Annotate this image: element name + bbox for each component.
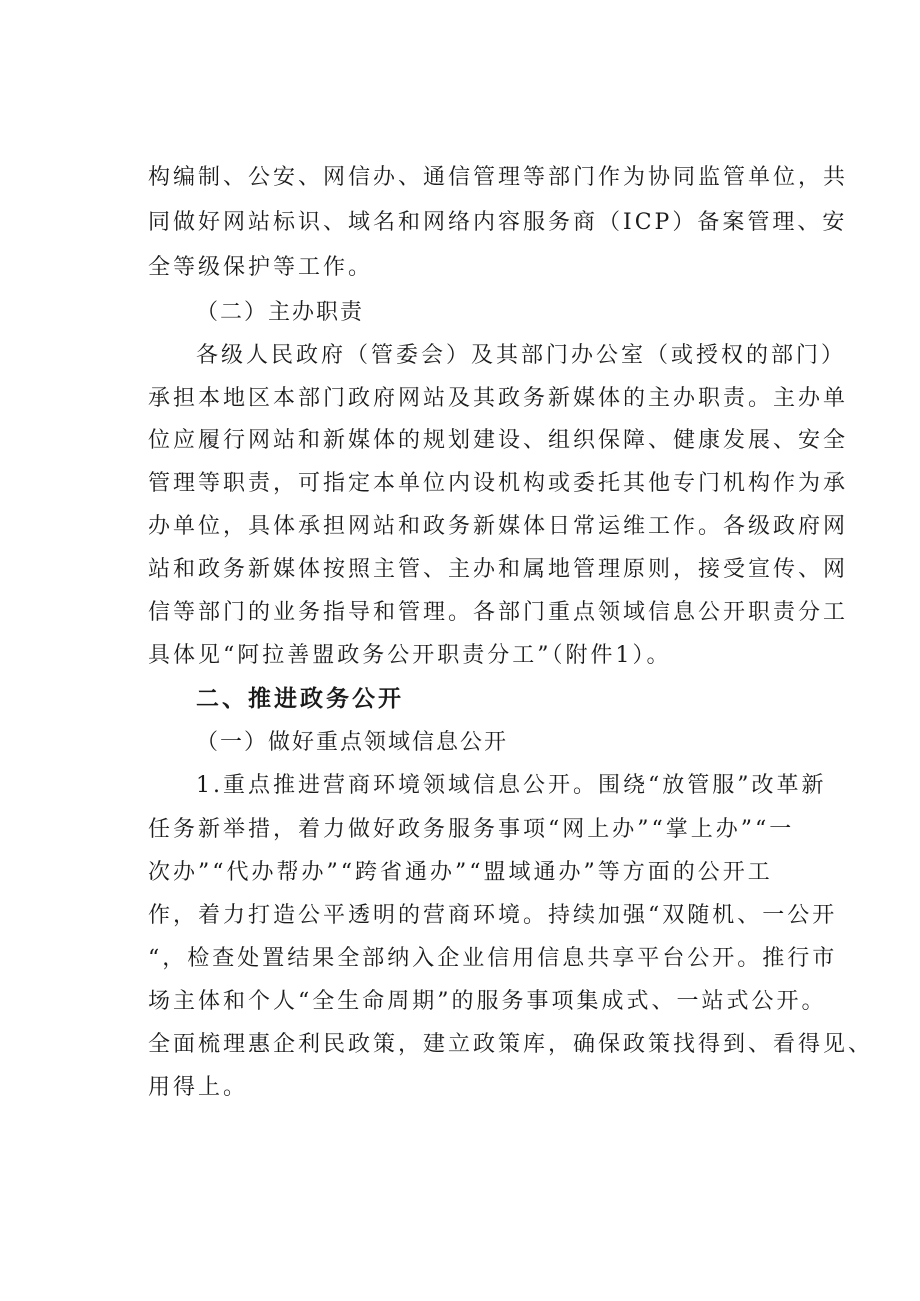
paragraph-2-line-1: 各级人民政府（管委会）及其部门办公室（或授权的部门） [196, 343, 847, 368]
section-heading-promote-openness: 二、推进政务公开 [196, 686, 404, 712]
paragraph-2-line-6: 站和政务新媒体按照主管、主办和属地管理原则，接受宣传、网 [148, 557, 849, 582]
paragraph-1-line-1: 构编制、公安、网信办、通信管理等部门作为协同监管单位，共 [148, 165, 849, 190]
paragraph-3-line-5: “，检查处置结果全部纳入企业信用信息共享平台公开。推行市 [148, 946, 838, 971]
subheading-key-areas: （一）做好重点领域信息公开 [196, 730, 509, 755]
paragraph-3-line-3: 次办”“代办帮办”“跨省通办”“盟域通办”等方面的公开工 [148, 860, 773, 885]
paragraph-3-line-1: 1.重点推进营商环境领域信息公开。围绕“放管服”改革新 [196, 773, 827, 798]
paragraph-2-line-5: 办单位，具体承担网站和政务新媒体日常运维工作。各级政府网 [148, 514, 849, 539]
paragraph-3-line-7: 全面梳理惠企利民政策，建立政策库，确保政策找得到、看得见、 [148, 1032, 874, 1057]
paragraph-2-line-7: 信等部门的业务指导和管理。各部门重点领域信息公开职责分工 [148, 600, 849, 625]
paragraph-2-line-4: 管理等职责，可指定本单位内设机构或委托其他专门机构作为承 [148, 471, 849, 496]
paragraph-2-line-3: 位应履行网站和新媒体的规划建设、组织保障、健康发展、安全 [148, 428, 849, 453]
paragraph-2-line-8: 具体见“阿拉善盟政务公开职责分工”（附件1）。 [148, 643, 672, 668]
paragraph-3-line-6: 场主体和个人“全生命周期”的服务事项集成式、一站式公开。 [148, 989, 827, 1014]
paragraph-1-line-2: 同做好网站标识、域名和网络内容服务商（ICP）备案管理、安 [148, 210, 848, 235]
paragraph-2-line-2: 承担本地区本部门政府网站及其政务新媒体的主办职责。主办单 [148, 386, 849, 411]
subheading-main-responsibility: （二）主办职责 [196, 300, 365, 325]
paragraph-3-line-4: 作，着力打造公平透明的营商环境。持续加强“双随机、一公开 [148, 903, 838, 928]
paragraph-3-line-2: 任务新举措，着力做好政务服务事项“网上办”“掌上办”“一 [148, 817, 795, 842]
paragraph-3-line-8: 用得上。 [148, 1075, 249, 1100]
paragraph-1-line-3: 全等级保护等工作。 [148, 255, 374, 280]
